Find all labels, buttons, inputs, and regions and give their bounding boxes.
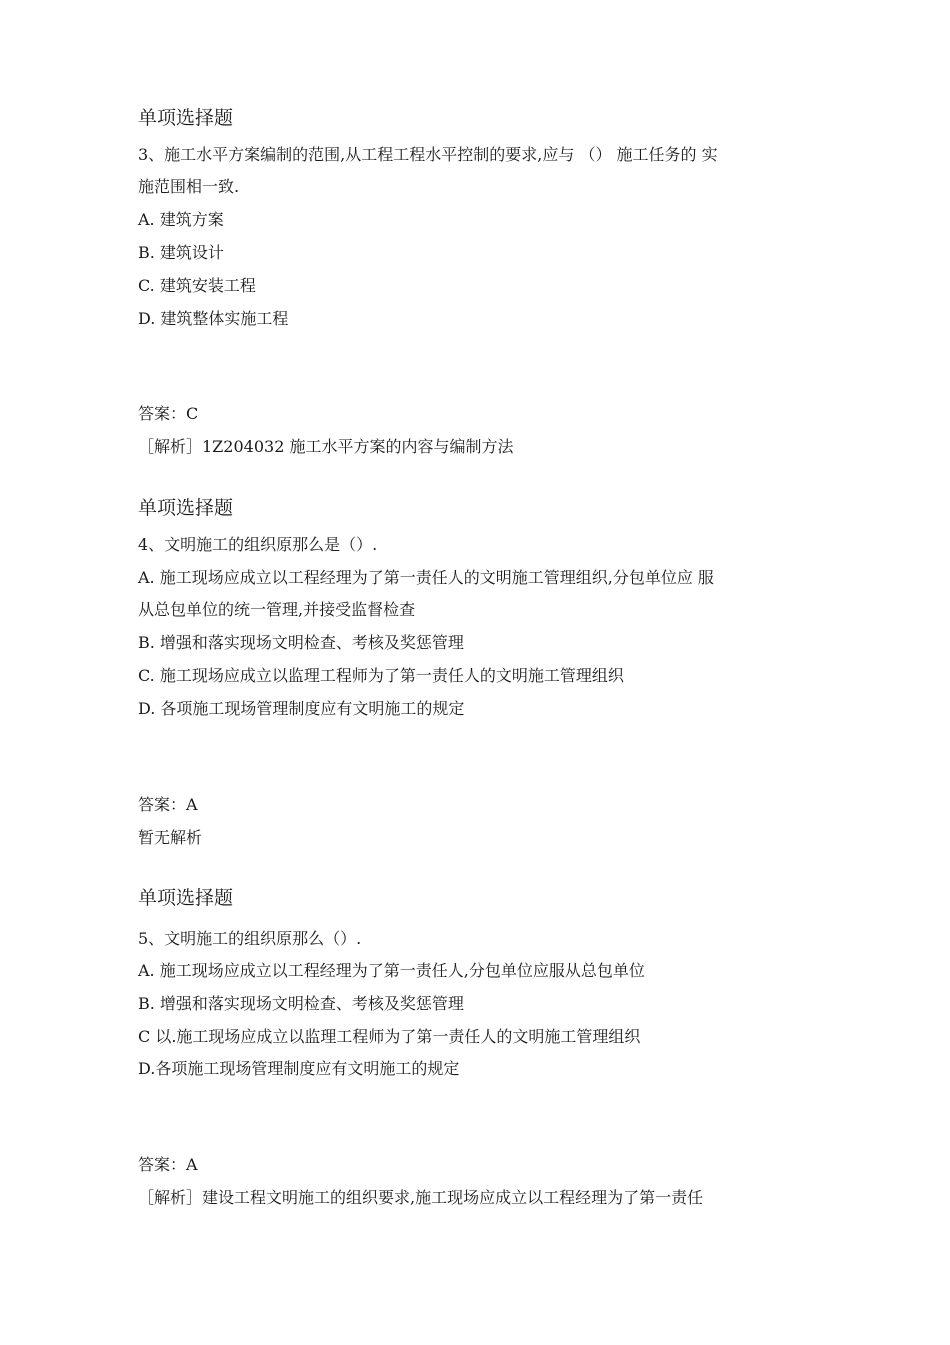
analysis: 暂无解析	[138, 828, 203, 847]
option-a-continued: 从总包单位的统一管理,并接受监督检查	[138, 600, 416, 619]
section-title: 单项选择题	[138, 887, 234, 909]
option-a: A. 施工现场应成立以工程经理为了第一责任人的文明施工管理组织,分包单位应 服	[138, 568, 714, 587]
option-c: C. 施工现场应成立以监理工程师为了第一责任人的文明施工管理组织	[138, 666, 624, 685]
analysis: ［解析］1Z204032 施工水平方案的内容与编制方法	[138, 437, 514, 456]
option-b: B. 建筑设计	[138, 243, 224, 262]
answer: 答案：C	[138, 404, 199, 423]
analysis: ［解析］建设工程文明施工的组织要求,施工现场应成立以工程经理为了第一责任	[138, 1188, 704, 1207]
option-d: D. 建筑整体实施工程	[138, 309, 289, 328]
option-b: B. 增强和落实现场文明检查、考核及奖惩管理	[138, 994, 464, 1013]
option-c: C 以.施工现场应成立以监理工程师为了第一责任人的文明施工管理组织	[138, 1027, 641, 1046]
option-b: B. 增强和落实现场文明检查、考核及奖惩管理	[138, 633, 464, 652]
option-a: A. 施工现场应成立以工程经理为了第一责任人,分包单位应服从总包单位	[138, 961, 645, 980]
option-d: D. 各项施工现场管理制度应有文明施工的规定	[138, 699, 465, 718]
question-stem: 3、施工水平方案编制的范围,从工程工程水平控制的要求,应与 （） 施工任务的 实	[138, 145, 718, 164]
section-title: 单项选择题	[138, 497, 234, 519]
answer: 答案：A	[138, 1155, 198, 1174]
section-title: 单项选择题	[138, 107, 234, 129]
question-stem: 4、文明施工的组织原那么是（）.	[138, 535, 378, 554]
question-stem-continued: 施范围相一致.	[138, 177, 240, 196]
option-a: A. 建筑方案	[138, 210, 224, 229]
option-d: D.各项施工现场管理制度应有文明施工的规定	[138, 1059, 460, 1078]
question-stem: 5、文明施工的组织原那么（）.	[138, 929, 362, 948]
answer: 答案：A	[138, 795, 198, 814]
option-c: C. 建筑安装工程	[138, 276, 256, 295]
